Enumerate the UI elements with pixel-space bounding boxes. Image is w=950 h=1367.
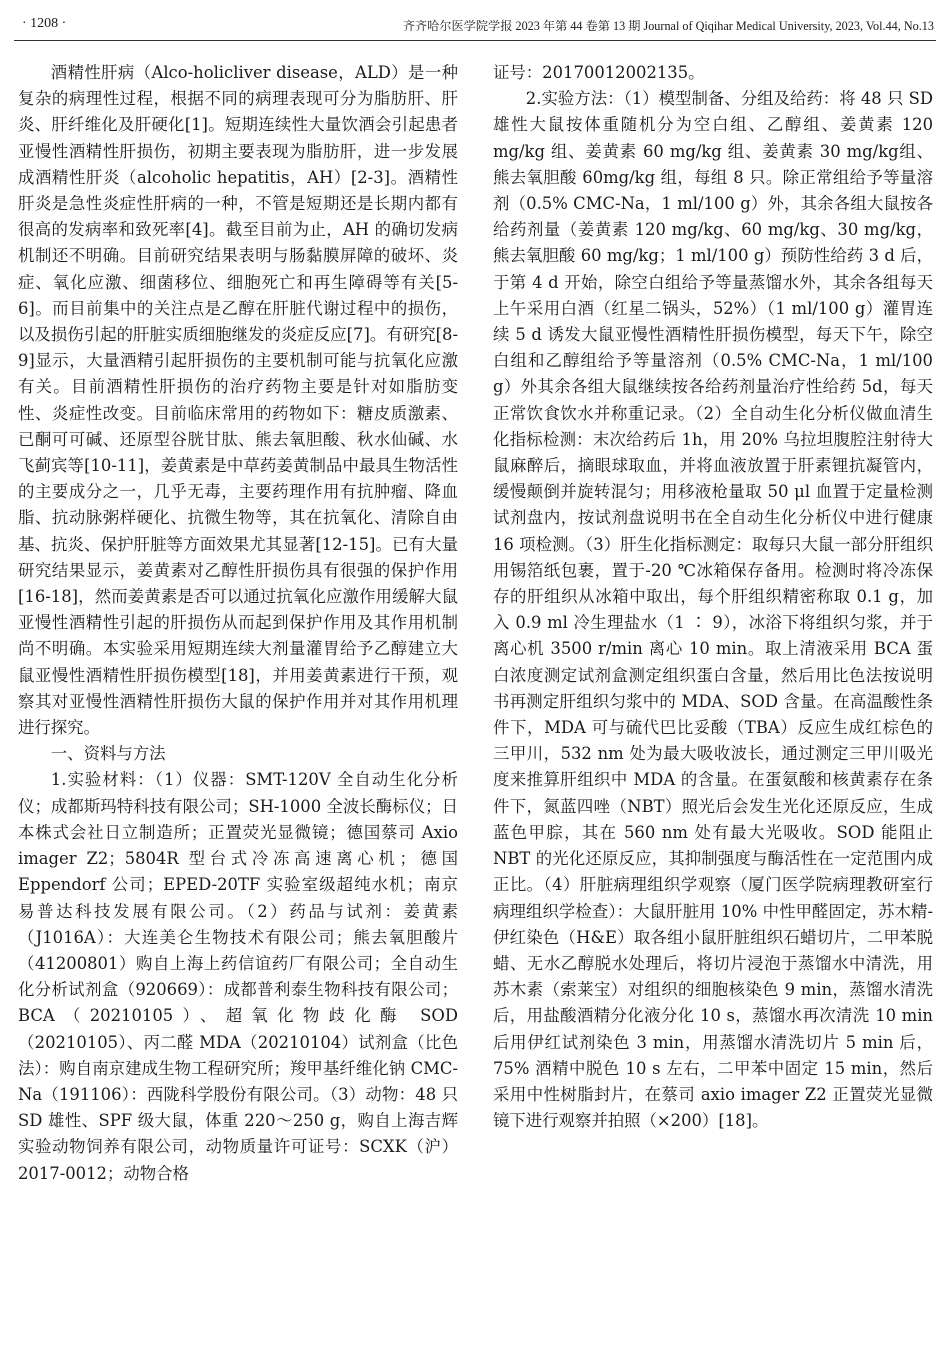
continuation-text: 证号：20170012002135。 bbox=[493, 63, 705, 82]
methods-paragraph: 2.实验方法：（1）模型制备、分组及给药：将 48 只 SD 雄性大鼠按体重随机分为空白组、乙醇组、姜黄素 120 mg/kg 组、姜黄素 60 mg/kg 组、姜黄素 30 mg/kg组、熊去氧胆酸 60mg/kg 组，每组 8 只。除正常组给予等量溶剂（0.5% CMC-Na，1 ml/100 g）外，其余各组大鼠按各给药剂量（姜黄素 120 mg/kg、60 mg/kg、30 mg/kg，熊去氧胆酸 60 mg/kg；1 ml/100 g）预防性给药 3 d 后，于第 4 d 开始，除空白组给予等量蒸馏水外，其余各组每天上午采用白酒（红星二锅头，52%）（1 ml/100 g）灌胃连续 5 d 诱发大鼠亚慢性酒精性肝损伤模型，每天下午，除空白组和乙醇组给予等量溶剂（0.5% CMC-Na，1 ml/100 g）外其余各组大鼠继续按各给药剂量治疗性给药 5d，每天正常饮食饮水并称重记录。（2）全自动生化分析仪做血清生化指标检测：末次给药后 1h，用 20% 乌拉坦腹腔注射待大鼠麻醉后，摘眼球取血，并将血液放置于肝素锂抗凝管内，缓慢颠倒并旋转混匀；用移液枪量取 50 μl 血置于定量检测试剂盘内，按试剂盘说明书在全自动生化分析仪中进行健康 16 项检测。（3）肝生化指标测定：取每只大鼠一部分肝组织用锡箔纸包裹，置于-20 ℃冰箱保存备用。检测时将冷冻保存的肝组织从冰箱中取出，每个肝组织精密称取 0.1 g，加入 0.9 ml 冷生理盐水（1 ∶ 9），冰浴下将组织匀浆，并于离心机 3500 r/min 离心 10 min。取上清液采用 BCA 蛋白浓度测定试剂盒测定组织蛋白含量，然后用比色法按说明书再测定肝组织匀浆中的 MDA、SOD 含量。在高温酸性条件下，MDA 可与硫代巴比妥酸（TBA）反应生成红棕色的三甲川，532 nm 处为最大吸收波长，通过测定三甲川吸光度来推算肝组织中 MDA 的含量。在蛋氨酸和核黄素存在条件下，氮蓝四唑（NBT）照光后会发生光化还原反应，生成蓝色甲腙，其在 560 nm 处有最大光吸收。SOD 能阻止 NBT 的光化还原反应，其抑制强度与酶活性在一定范围内成正比。（4）肝脏病理组织学观察（厦门医学院病理教研室行病理组织学检查）：大鼠肝脏用 10% 中性甲醛固定，苏木精-伊红染色（H&E）取各组小鼠肝脏组织石蜡切片，二甲苯脱蜡、无水乙醇脱水处理后，将切片浸泡于蒸馏水中清洗，用苏木素（索莱宝）对组织的细胞核染色 9 min，蒸馏水清洗后，用盐酸酒精分化液分化 10 s，蒸馏水再次清洗 10 min 后用伊红试剂染色 3 min，用蒸馏水清洗切片 5 min 后，75% 酒精中脱色 10 s 左右，二甲苯中固定 15 min，然后采用中性树脂封片，在蔡司 axio imager Z2 正置荧光显微镜下进行观察并拍照（×200）[18]。 bbox=[493, 89, 933, 1131]
intro-paragraph: 酒精性肝病（Alco-holicliver disease，ALD）是一种复杂的病理性过程，根据不同的病理表现可分为脂肪肝、肝炎、肝纤维化及肝硬化[1]。短期连续性大量饮酒会引起患者亚慢性酒精性肝损伤，初期主要表现为脂肪肝，进一步发展成酒精性肝炎（alcoholic hepatitis，AH）[2-3]。酒精性肝炎是急性炎症性肝病的一种，不管是短期还是长期内都有很高的发病率和致死率[4]。截至目前为止，AH 的确切发病机制还不明确。目前研究结果表明与肠黏膜屏障的破坏、炎症、氧化应激、细菌移位、细胞死亡和再生障碍等有关[5-6]。而目前集中的关注点是乙醇在肝脏代谢过程中的损伤，以及损伤引起的肝脏实质细胞继发的炎症反应[7]。有研究[8-9]显示，大量酒精引起肝损伤的主要机制可能与抗氧化应激有关。目前酒精性肝损伤的治疗药物主要是针对如脂肪变性、炎症性改变。目前临床常用的药物如下：糖皮质激素、已酮可可碱、还原型谷胱甘肽、熊去氧胆酸、秋水仙碱、水飞蓟宾等[10-11]，姜黄素是中草药姜黄制品中最具生物活性的主要成分之一，几乎无毒，主要药理作用有抗肿瘤、降血脂、抗动脉粥样硬化、抗微生物等，其在抗氧化、清除自由基、抗炎、保护肝脏等方面效果尤其显著[12-15]。已有大量研究结果显示，姜黄素对乙醇性肝损伤具有很强的保护作用[16-18]，然而姜黄素是否可以通过抗氧化应激作用缓解大鼠亚慢性酒精性引起的肝损伤从而起到保护作用及其作用机制尚不明确。本实验采用短期连续大剂量灌胃给予乙醇建立大鼠亚慢性酒精性肝损伤模型[18]，并用姜黄素进行干预，观察其对亚慢性酒精性肝损伤大鼠的保护作用并对其作用机理进行探究。 bbox=[18, 63, 458, 738]
page-number: · 1208 · bbox=[22, 16, 67, 31]
section-heading: 一、资料与方法 bbox=[50, 744, 166, 764]
page-header bbox=[14, 10, 936, 41]
materials-paragraph: 1.实验材料：（1）仪器：SMT-120V 全自动生化分析仪；成都斯玛特科技有限公司；SH-1000 全波长酶标仪；日本株式会社日立制造所；正置荧光显微镜；德国蔡司 Axio imager Z2；5804R 型台式冷冻高速离心机；德国 Eppendorf 公司；EPED-20TF 实验室级超纯水机；南京易普达科技发展有限公司。（2）药品与试剂：姜黄素（J1016A）：大连美仑生物技术有限公司；熊去氧胆酸片（41200801）购自上海上药信谊药厂有限公司；全自动生化分析试剂盒（920669）：成都普利泰生物科技有限公司；BCA（20210105）、超氧化物歧化酶 SOD（20210105）、丙二醛 MDA（20210104）试剂盒（比色法）：购自南京建成生物工程研究所；羧甲基纤维化钠 CMC-Na（191106）：西陇科学股份有限公司。（3）动物：48 只 SD 雄性、SPF 级大鼠，体重 220～250 g，购自上海吉辉实验动物饲养有限公司，动物质量许可证号：SCXK（沪）2017-0012；动物合格 bbox=[18, 770, 458, 1183]
left-column bbox=[18, 60, 458, 1187]
journal-running-title: 齐齐哈尔医学院学报 2023 年第 44 卷第 13 期 Journal of Qiqihar Medical University, 2023, Vol.44, No.13 bbox=[402, 19, 934, 33]
right-column bbox=[493, 60, 933, 1134]
